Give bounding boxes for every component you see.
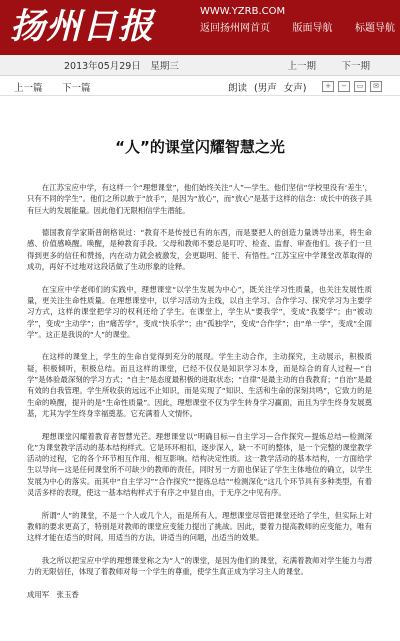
- date-bar: [0, 55, 400, 76]
- newspaper-logo[interactable]: 扬州日报: [10, 6, 155, 47]
- zoom-out-icon[interactable]: −: [338, 81, 350, 92]
- next-article-link[interactable]: 下一篇: [62, 83, 91, 94]
- article-title: “人”的课堂闪耀智慧之光: [115, 138, 285, 156]
- masthead: [0, 0, 400, 55]
- article-toolbar: [0, 76, 400, 96]
- top-nav: [200, 20, 395, 38]
- read-male-voice[interactable]: (男声: [254, 83, 277, 94]
- article-paragraph: 理想课堂闪耀着教育者智慧光芒。理想课堂以“明确目标—自主学习—合作探究—提炼总结—检测深化”为课堂教学活动的基本结构样式。它是环环相扣，逐步深入，缺一不可的整体，是一个完整的课堂教学活动的过程，它的各个环节相互作用、相互影响。结构决定性质。这一教学活动的基本结构，一方面给学生以导向—这是任何课堂所不可缺少的教师的责任，同时另一方面也保证了学生主体地位的确立，以学生发展为中心的落实。而其中“自主学习”“合作探究”“提炼总结”“检测深化”这几个环节具有多种类型，有着灵活多样的表现，使这一基本结构样式于有序之中显自由，于无序之中见有序。: [27, 431, 372, 498]
- nav-layout-link[interactable]: 版面导航: [292, 23, 333, 34]
- share-icon[interactable]: ✉: [370, 81, 382, 92]
- site-url: WWW.YZRB.COM: [200, 6, 286, 17]
- read-aloud-label[interactable]: 朗读: [228, 83, 248, 94]
- article-paragraph: 在这样的课堂上，学生的生命自觉得到充分的展现。学生主动合作，主动探究，主动展示，积极质疑，积极倾听，积极总结。而且这样的课堂，已经不仅仅是知识学习本身，而是综合的育人过程—“自学”是体验最深刻的学习方式；“自主”是态度最积极的进取状态；“自律”是最主动的自我教育；“自治”是最有效的自我管理。学生所收获的远远不止知识，而是实现了“知识、生活和生命的深刻共鸣”，它致力的是生命的唤醒，提升的是“生命性质量”。因此，理想课堂不仅为学生转身学习赢面，而且为学生终身发展奠基，尤其为学生终身幸福奠基。它充满着人文情怀。: [27, 352, 372, 418]
- next-issue-link[interactable]: 下一期: [341, 61, 370, 72]
- article-paragraph: 在江苏宝应中学，有这样一个“理想课堂”，他们始终关注“人”—学生。他们坚信“学校里没有‘差生’，只有不同的学生”。他们之所以敢于“放手”，是因为“放心”，而“放心”是基于这样的信念：成长中的孩子具有巨大的发展能量。因此他们无限相信学生潜能。: [27, 183, 372, 215]
- read-aloud-group: [228, 80, 311, 94]
- nav-home-link[interactable]: 返回扬州网首页: [200, 23, 270, 34]
- article-paragraph: 所谓“人”的课堂，不是一个人或几个人，而是所有人。理想课堂尽管把课堂还给了学生，但实际上对教师的要求更高了，特别是对教师的课堂应变能力提出了挑战。因此，要着力提高教师的应变能力，唯有这样才能在适当的时间，用适当的方法，讲适当的问题，出适当的效果。: [27, 510, 372, 543]
- issue-date: 2013年05月29日 星期三: [64, 61, 179, 72]
- prev-article-link[interactable]: 上一篇: [14, 83, 43, 94]
- article-paragraph: 德国教育学家斯普朗格说过：“教育不是传授已有的东西，而是要把人的创造力量诱导出来，将生命感、价值感唤醒。唤醒，是种教育手段。父母和教师不要总是叮咛、检查、监督、审查他们。孩子们一旦得到更多的信任和赞扬，内在动力就会被激发，会更聪明、能干、有悟性。”江苏宝应中学课堂改革取得的成功，再好不过地对这段话做了生动形象的诠释。: [27, 228, 372, 272]
- prev-issue-link[interactable]: 上一期: [287, 61, 316, 72]
- nav-titles-link[interactable]: 标题导航: [355, 23, 395, 34]
- article-body: [27, 182, 372, 600]
- read-female-voice[interactable]: 女声): [283, 83, 307, 94]
- article-paragraph: 在宝应中学老师们的实践中，理想课堂“以学生发展为中心”，既关注学习性质量，也关注发展性质量，更关注生命性质量。在理想课堂中，以学习活动为主线，以自主学习、合作学习、探究学习为主要学习方式，这样的课堂把学习的权利还给了学生。在课堂上，学生从“要我学”，变成“我要学”；由“被动学”，变成“主动学”；由“痛苦学”，变成“快乐学”；由“孤独学”，变成“合作学”；由“单一学”，变成“全面学”。这正是我说的“人”的课堂。: [27, 284, 372, 339]
- zoom-in-icon[interactable]: +: [322, 81, 334, 92]
- article-byline: 成用军 张玉香: [27, 589, 79, 599]
- article-paragraph: 我之所以把宝应中学的理想课堂称之为“人”的课堂，是因为他们的课堂，充满着教师对学生能力与潜力的无限信任，体现了着教师对每一个学生的尊重，使学生真正成为学习主人的课堂。: [27, 555, 372, 577]
- print-icon[interactable]: ▭: [354, 81, 366, 92]
